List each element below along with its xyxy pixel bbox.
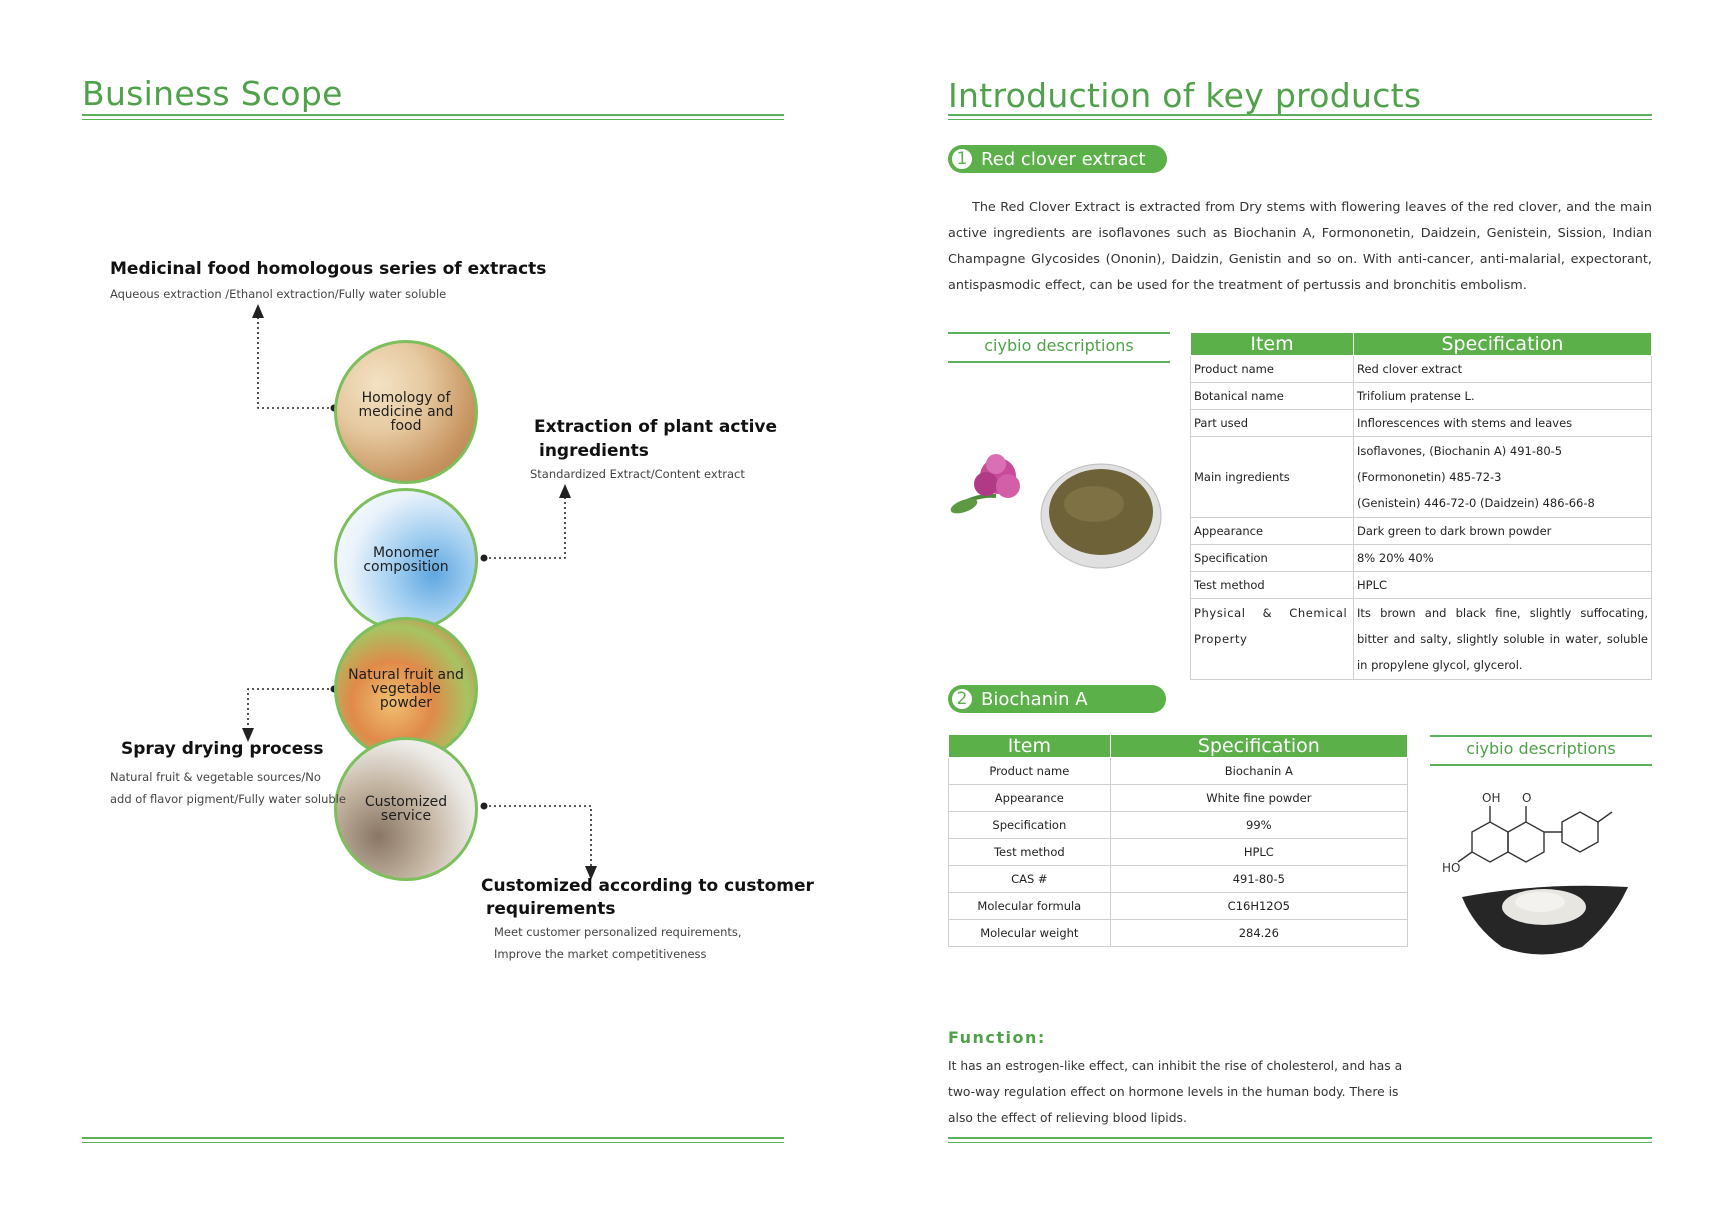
arrow-up-icon [559, 484, 571, 498]
row-spec: 491-80-5 [1110, 866, 1407, 893]
row-item: Test method [1191, 572, 1354, 599]
page-title-introduction: Introduction of key products [948, 76, 1422, 115]
product-name: Red clover extract [981, 148, 1146, 170]
intro-text: The Red Clover Extract is extracted from Dry stems with flowering leaves of the red clover, and the main active ingredients are isoflavones such as Biochanin A, Formononetin, Daidzein, Genistein, Sission, Indian Champagne Glycosides (Ononin), Daidzin, Genistin and so on. With anti-cancer, anti-malarial, expectorant, antispasmodic effect, can be used for the treatment of pertussis and bronchitis embolism. [948, 200, 1652, 293]
row-spec: HPLC [1110, 839, 1407, 866]
item-line: Property [1194, 632, 1248, 646]
row-spec: Biochanin A [1110, 758, 1407, 785]
table-row [1191, 437, 1652, 518]
table-row [949, 839, 1408, 866]
function-heading: Function: [948, 1028, 1046, 1047]
extraction-heading-line1: Extraction of plant active [534, 417, 778, 437]
extraction-sub: Standardized Extract/Content extract [530, 467, 745, 481]
medicinal-sub: Aqueous extraction /Ethanol extraction/Fully water soluble [110, 287, 447, 301]
custom-sub-line1: Meet customer personalized requirements, [494, 925, 742, 939]
product-number: 1 [951, 148, 973, 170]
row-spec: 284.26 [1110, 920, 1407, 947]
header-specification: Specification [1110, 735, 1407, 758]
row-spec: Dark green to dark brown powder [1353, 518, 1651, 545]
product1-intro [948, 195, 1652, 299]
row-spec: Red clover extract [1353, 356, 1651, 383]
product2-spec-table [948, 734, 1408, 947]
page-title-business-scope: Business Scope [82, 74, 343, 113]
spray-heading: Spray drying process [121, 739, 324, 759]
circle-label: Homology of medicine and food [358, 390, 454, 434]
function-line: It has an estrogen-like effect, can inhibit the rise of cholesterol, and has a [948, 1059, 1403, 1073]
row-spec [1353, 437, 1651, 518]
red-clover-image [946, 446, 1186, 576]
table-row [1191, 356, 1652, 383]
row-item: CAS # [949, 866, 1111, 893]
row-item: Main ingredients [1191, 437, 1354, 518]
structure-label-ho: HO [1442, 861, 1461, 875]
medicinal-heading: Medicinal food homologous series of extracts [110, 259, 547, 279]
row-item: Product name [1191, 356, 1354, 383]
spray-sub-line1: Natural fruit & vegetable sources/No [110, 770, 321, 784]
footer-rule-left [82, 1137, 784, 1143]
circle-label: Natural fruit and vegetable powder [348, 667, 464, 711]
circle-label: Monomer composition [363, 545, 449, 575]
row-spec: Its brown and black fine, slightly suffocating, bitter and salty, slightly soluble in water, soluble in propylene glycol, glycerol. [1353, 599, 1651, 680]
table-row [949, 920, 1408, 947]
table-row [1191, 410, 1652, 437]
footer-rule-right [948, 1137, 1652, 1143]
custom-sub-line2: Improve the market competitiveness [494, 947, 707, 961]
table-row [1191, 383, 1652, 410]
table-row [1191, 599, 1652, 680]
product1-header [948, 145, 1167, 173]
circle-monomer [334, 488, 478, 632]
arrow-up-icon [252, 304, 264, 318]
table-row [949, 785, 1408, 812]
row-spec: C16H12O5 [1110, 893, 1407, 920]
circle-customized [334, 737, 478, 881]
product-number: 2 [951, 688, 973, 710]
function-text [948, 1053, 1418, 1131]
table-row [949, 758, 1408, 785]
row-spec: 8% 20% 40% [1353, 545, 1651, 572]
function-line: two-way regulation effect on hormone levels in the human body. There is [948, 1085, 1399, 1099]
product2-desc-tab: ciybio descriptions [1430, 735, 1652, 766]
header-item: Item [1191, 333, 1354, 356]
row-item: Specification [949, 812, 1111, 839]
row-item: Test method [949, 839, 1111, 866]
spec-line: (Formononetin) 485-72-3 [1356, 470, 1502, 484]
header-specification: Specification [1353, 333, 1651, 356]
custom-heading-line1: Customized according to customer [481, 876, 814, 896]
row-spec: Trifolium pratense L. [1353, 383, 1651, 410]
row-spec: White fine powder [1110, 785, 1407, 812]
title-rule-right [948, 114, 1652, 120]
structure-label-o: O [1522, 791, 1532, 805]
row-item: Appearance [949, 785, 1111, 812]
table-row [949, 866, 1408, 893]
structure-label-oh: OH [1482, 791, 1501, 805]
table-row [1191, 545, 1652, 572]
header-item: Item [949, 735, 1111, 758]
table-row [1191, 572, 1652, 599]
biochanin-structure-image [1432, 782, 1652, 972]
table-row [949, 893, 1408, 920]
product-name: Biochanin A [981, 688, 1088, 710]
row-item: Product name [949, 758, 1111, 785]
table-row [1191, 518, 1652, 545]
row-item: Part used [1191, 410, 1354, 437]
row-item: Specification [1191, 545, 1354, 572]
row-item: Appearance [1191, 518, 1354, 545]
custom-heading-line2: requirements [486, 899, 616, 919]
item-line: Physical & Chemical [1194, 606, 1348, 620]
row-spec: 99% [1110, 812, 1407, 839]
row-spec: HPLC [1353, 572, 1651, 599]
function-line: also the effect of relieving blood lipids. [948, 1111, 1187, 1125]
spec-line: Isoflavones, (Biochanin A) 491-80-5 [1356, 444, 1563, 458]
row-item: Molecular weight [949, 920, 1111, 947]
circle-label: Customized service [364, 794, 448, 824]
row-item: Molecular formula [949, 893, 1111, 920]
table-row [949, 812, 1408, 839]
product2-header [948, 685, 1166, 713]
circle-homology [334, 340, 478, 484]
row-item [1191, 599, 1354, 680]
spray-sub-line2: add of flavor pigment/Fully water soluble [110, 792, 346, 806]
extraction-heading-line2: ingredients [539, 441, 649, 461]
row-item: Botanical name [1191, 383, 1354, 410]
product1-spec-table [1190, 332, 1652, 680]
product1-desc-tab: ciybio descriptions [948, 332, 1170, 363]
spec-line: (Genistein) 446-72-0 (Daidzein) 486-66-8 [1356, 496, 1595, 510]
row-spec: Inflorescences with stems and leaves [1353, 410, 1651, 437]
